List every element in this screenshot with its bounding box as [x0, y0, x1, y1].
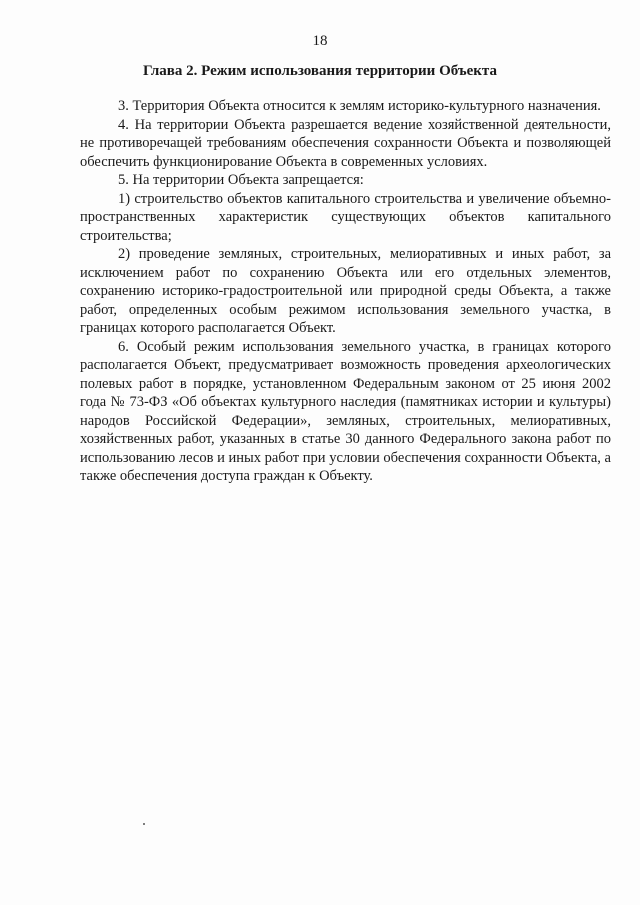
page-number: 18 [312, 33, 328, 49]
paragraph-6: 6. Особый режим использования земельного участка, в границах которого располагается Объект, предусматривает возможность проведения археологических полевых работ в порядке, установленном Федеральным законом от 25 июня 2002 года № 73-ФЗ «Об объектах культурного наследия (памятниках истории и культуры) народов Российской Федерации», земляных, строительных, мелиоративных, хозяйственных работ, указанных в статье 30 данного Федерального закона работ по использованию лесов и иных работ при условии обеспечения сохранности Объекта, а также обеспечения доступа граждан к Объекту. [80, 338, 611, 484]
paragraph-4: 4. На территории Объекта разрешается ведение хозяйственной деятельности, не противоречащей требованиям обеспечения сохранности Объекта и позволяющей обеспечить функционирование Объекта в современных условиях. [80, 116, 611, 170]
document-body [80, 97, 611, 486]
chapter-title: Глава 2. Режим использования территории Объекта [143, 63, 497, 79]
paragraph-5: 5. На территории Объекта запрещается: [118, 172, 364, 188]
paragraph-3: 3. Территория Объекта относится к землям историко-культурного назначения. [118, 98, 601, 114]
paragraph-5-item-2: 2) проведение земляных, строительных, мелиоративных и иных работ, за исключением работ по сохранению Объекта или его отдельных элементов, сохранению историко-градостроительной или природной среды Объекта, а также работ, определенных особым режимом использования земельного участка, в границах которого располагается Объект. [80, 246, 611, 336]
scan-speck [143, 823, 145, 825]
paragraph-5-item-1: 1) строительство объектов капитального строительства и увеличение объемно-пространственных характеристик существующих объектов капитального строительства; [80, 190, 611, 244]
